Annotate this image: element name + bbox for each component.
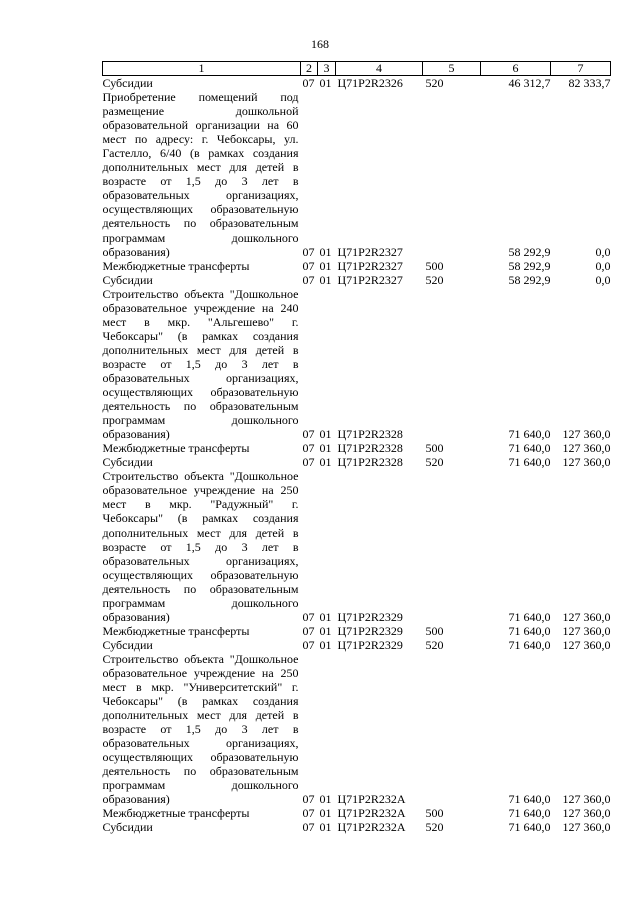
target-article-code: Ц71P2R2329 [337,623,403,638]
row-name: Субсидии [102,455,153,470]
row-name: Межбюджетные трансферты [102,806,250,821]
column-header-4: 4 [336,62,423,76]
row-name: Строительство объекта "Дошкольное образовательное учреждение на 240 мест в мкр. "Альгешево" г. Чебоксары" (в рамках создания дополнительных мест для детей в возрасте от 1,5 до 3 лет в образовательных организациях, осуществляющих образовательную деятельность по образовательным программам дошкольного образования) [102,286,299,442]
amount-column-6: 58 292,9 [508,272,551,287]
header-row [103,62,611,76]
amount-column-7: 82 333,7 [568,76,611,90]
amount-column-6: 71 640,0 [508,792,551,807]
row-name: Приобретение помещений под размещение дошкольной образовательной организации на 60 мест по адресу: г. Чебоксары, ул. Гастелло, 6/40 (в рамках создания дополнительных мест для детей в возрасте от 1,5 до 3 лет в образовательных организациях, осуществляющих образовательную деятельность по образовательным программам дошкольного образования) [102,90,299,259]
expense-type-code: 520 [425,455,444,470]
page-number: 168 [311,37,329,51]
expense-type-code: 500 [425,806,444,821]
table-row [103,638,611,652]
expense-type-code: 500 [425,623,444,638]
subsection-code: 01 [319,427,332,442]
amount-column-7: 0,0 [595,258,611,273]
subsection-code: 01 [319,272,332,287]
column-header-1: 1 [103,62,301,76]
row-name: Межбюджетные трансферты [102,623,250,638]
section-code: 07 [302,792,315,807]
section-code: 07 [302,623,315,638]
row-name: Строительство объекта "Дошкольное образовательное учреждение на 250 мест в мкр. "Радужный" г. Чебоксары" (в рамках создания дополнительных мест для детей в возрасте от 1,5 до 3 лет в образовательных организациях, осуществляющих образовательную деятельность по образовательным программам дошкольного образования) [102,469,299,624]
table-row [103,441,611,455]
table-row [103,820,611,834]
row-name: Субсидии [102,272,153,287]
table-row [103,455,611,469]
subsection-code: 01 [319,258,332,273]
section-code: 07 [302,441,315,456]
column-header-7: 7 [551,62,611,76]
amount-column-7: 127 360,0 [562,623,611,638]
expense-type-code: 500 [425,258,444,273]
table-row [103,469,611,624]
table-row [103,806,611,820]
amount-column-6: 71 640,0 [508,637,551,652]
target-article-code: Ц71P2R2328 [337,427,403,442]
amount-column-6: 46 312,7 [508,76,551,90]
target-article-code: Ц71P2R2329 [337,637,403,652]
subsection-code: 01 [319,609,332,624]
amount-column-6: 58 292,9 [508,258,551,273]
amount-column-7: 127 360,0 [562,792,611,807]
table-row [103,273,611,287]
table-row [103,76,611,91]
column-header-5: 5 [423,62,481,76]
amount-column-6: 58 292,9 [508,244,551,259]
expense-type-code [423,469,481,624]
section-code: 07 [302,806,315,821]
expense-type-code [423,652,481,807]
table-row [103,259,611,273]
expense-type-code: 500 [425,441,444,456]
subsection-code: 01 [319,623,332,638]
target-article-code: Ц71P2R232A [337,792,406,807]
expense-type-code: 520 [425,76,444,90]
section-code: 07 [302,820,315,835]
expense-type-code [423,90,481,259]
subsection-code: 01 [319,441,332,456]
subsection-code: 01 [319,76,332,90]
target-article-code: Ц71P2R232A [337,806,406,821]
amount-column-6: 71 640,0 [508,427,551,442]
amount-column-7: 127 360,0 [562,455,611,470]
subsection-code: 01 [319,792,332,807]
table-row [103,90,611,259]
budget-table-container [102,61,610,835]
target-article-code: Ц71P2R2328 [337,441,403,456]
target-article-code: Ц71P2R2327 [337,244,403,259]
amount-column-7: 127 360,0 [562,820,611,835]
column-header-2: 2 [301,62,318,76]
column-header-3: 3 [318,62,336,76]
expense-type-code: 520 [425,272,444,287]
budget-table [102,61,611,835]
target-article-code: Ц71P2R2326 [337,76,403,90]
row-name: Межбюджетные трансферты [102,441,250,456]
expense-type-code: 520 [425,637,444,652]
section-code: 07 [302,76,315,90]
section-code: 07 [302,244,315,259]
amount-column-6: 71 640,0 [508,441,551,456]
amount-column-7: 127 360,0 [562,427,611,442]
amount-column-7: 127 360,0 [562,441,611,456]
subsection-code: 01 [319,244,332,259]
target-article-code: Ц71P2R2328 [337,455,403,470]
target-article-code: Ц71P2R232A [337,820,406,835]
table-row [103,287,611,442]
column-header-6: 6 [481,62,551,76]
row-name: Субсидии [102,637,153,652]
amount-column-6: 71 640,0 [508,609,551,624]
amount-column-6: 71 640,0 [508,455,551,470]
amount-column-6: 71 640,0 [508,623,551,638]
section-code: 07 [302,258,315,273]
section-code: 07 [302,427,315,442]
subsection-code: 01 [319,806,332,821]
row-name: Строительство объекта "Дошкольное образовательное учреждение на 250 мест в мкр. "Университетский" г. Чебоксары" (в рамках создания дополнительных мест для детей в возрасте от 1,5 до 3 лет в образовательных организациях, осуществляющих образовательную деятельность по образовательным программам дошкольного образования) [102,651,299,807]
amount-column-7: 127 360,0 [562,637,611,652]
amount-column-6: 71 640,0 [508,820,551,835]
section-code: 07 [302,609,315,624]
target-article-code: Ц71P2R2327 [337,272,403,287]
amount-column-7: 0,0 [595,244,611,259]
table-row [103,624,611,638]
section-code: 07 [302,455,315,470]
subsection-code: 01 [319,820,332,835]
table-header [103,62,611,76]
table-row [103,652,611,807]
amount-column-7: 0,0 [595,272,611,287]
amount-column-6: 71 640,0 [508,806,551,821]
section-code: 07 [302,272,315,287]
table-body [103,76,611,835]
subsection-code: 01 [319,637,332,652]
target-article-code: Ц71P2R2327 [337,258,403,273]
target-article-code: Ц71P2R2329 [337,609,403,624]
subsection-code: 01 [319,455,332,470]
section-code: 07 [302,637,315,652]
amount-column-7: 127 360,0 [562,806,611,821]
expense-type-code: 520 [425,820,444,835]
row-name: Субсидии [102,76,153,90]
row-name: Межбюджетные трансферты [102,258,250,273]
row-name: Субсидии [102,820,153,835]
expense-type-code [423,287,481,442]
amount-column-7: 127 360,0 [562,609,611,624]
